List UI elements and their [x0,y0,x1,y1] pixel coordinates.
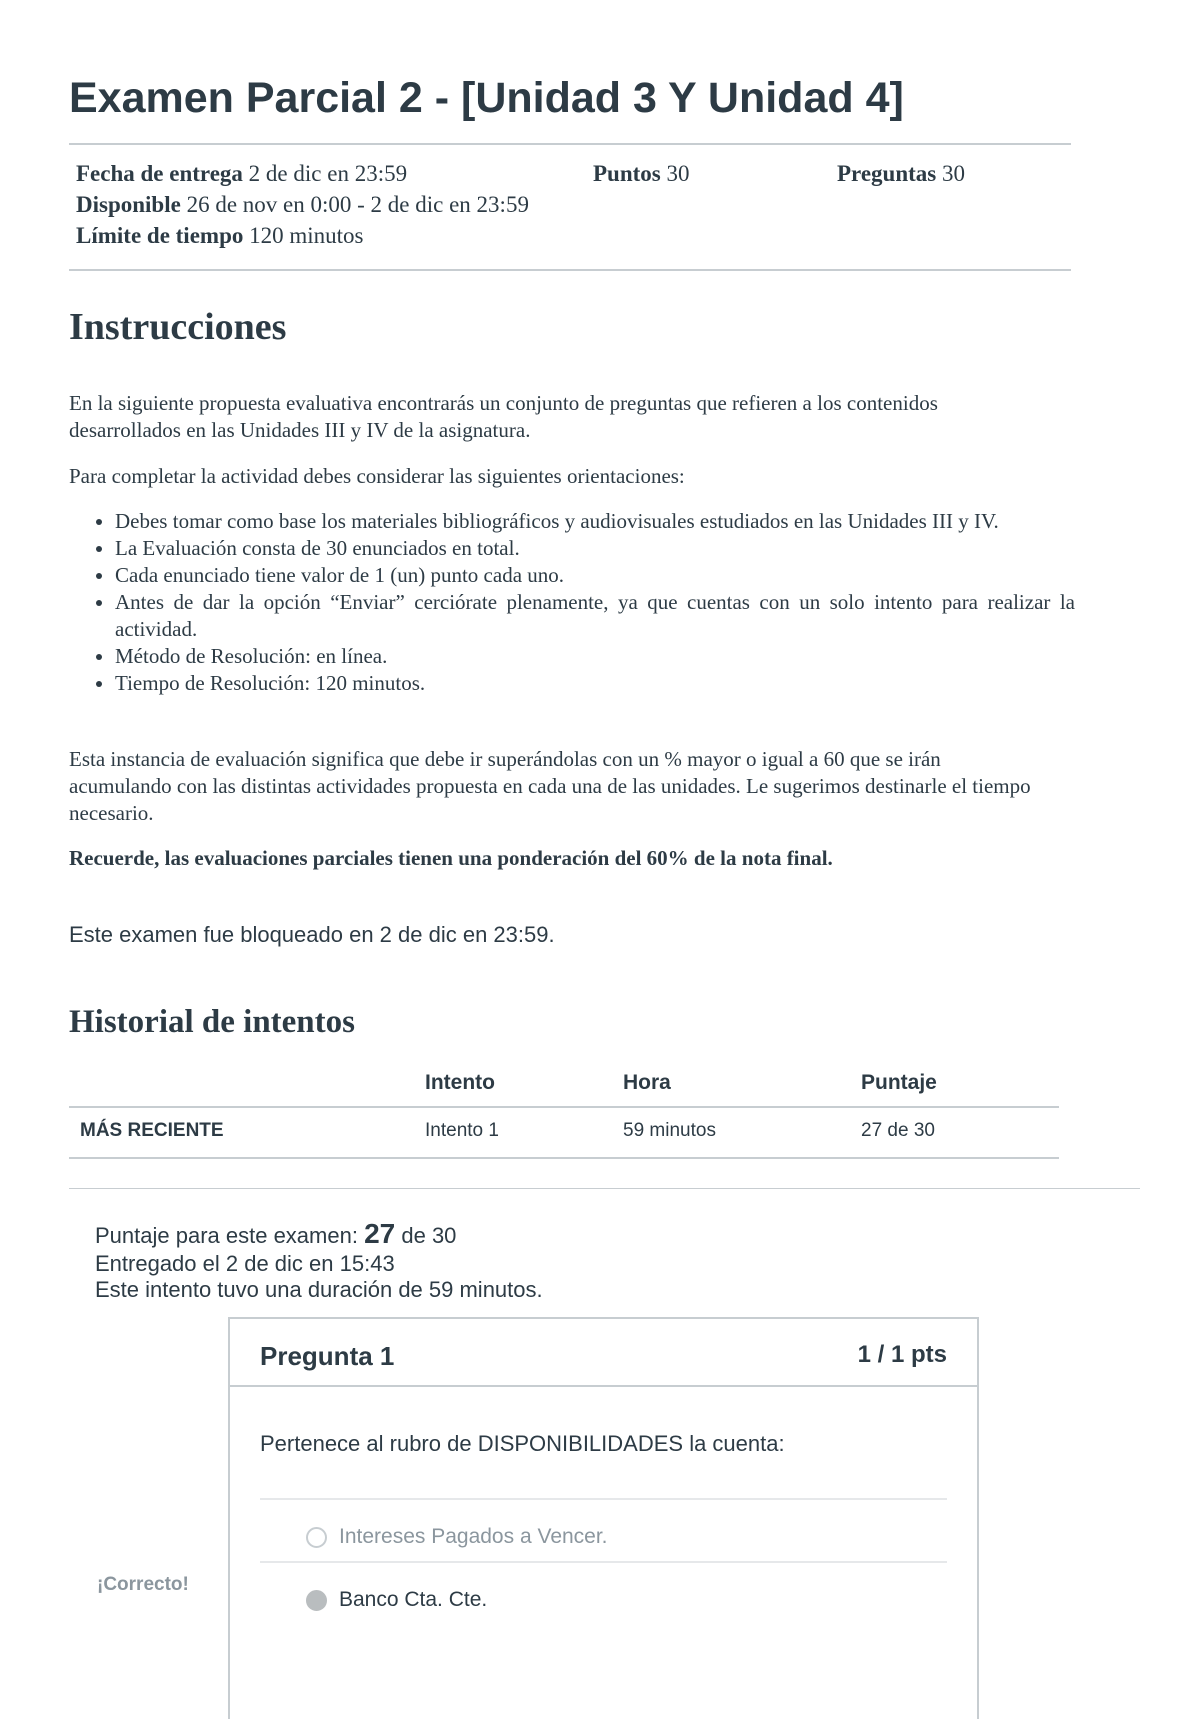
table-header-divider [69,1106,1059,1108]
section-divider [69,1188,1140,1189]
list-item: • Debes tomar como base los materiales bibliográficos y audiovisuales estudiados en las Unidades III y IV. [115,508,1075,535]
time-limit-label: Límite de tiempo [76,223,244,248]
list-item: • Método de Resolución: en línea. [115,643,1075,670]
list-item: • Cada enunciado tiene valor de 1 (un) punto cada uno. [115,562,1075,589]
list-item: • Tiempo de Resolución: 120 minutos. [115,670,1075,697]
submitted-date: Entregado el 2 de dic en 15:43 [95,1251,395,1276]
questions-label: Preguntas [837,161,937,186]
answer-divider [260,1561,947,1563]
instructions-intro: En la siguiente propuesta evaluativa encontrarás un conjunto de preguntas que refieren a los contenidos desarrollados en las Unidades III y IV de la asignatura. [69,391,938,442]
radio-selected-icon[interactable] [306,1590,327,1611]
due-date-label: Fecha de entrega [76,161,243,186]
correct-feedback: ¡Correcto! [97,1574,189,1595]
points [593,161,690,187]
score-suffix: de 30 [401,1223,457,1248]
score-value: 27 [364,1218,396,1249]
attempt-time: 59 minutos [623,1120,716,1141]
availability [76,192,529,218]
attempt-link[interactable]: Intento 1 [425,1120,499,1141]
questions-value: 30 [942,161,965,186]
due-date [76,161,407,187]
attempt-score: 27 de 30 [861,1120,935,1141]
attempt-duration: Este intento tuvo una duración de 59 minutos. [95,1277,543,1302]
answer-option-selected[interactable]: Banco Cta. Cte. [339,1588,488,1611]
page-title: Examen Parcial 2 - [Unidad 3 Y Unidad 4] [69,74,904,122]
column-header-attempt: Intento [425,1071,495,1094]
instructions-reminder: Recuerde, las evaluaciones parciales tienen una ponderación del 60% de la nota final. [69,846,833,870]
history-heading: Historial de intentos [69,1004,355,1040]
questions-count [837,161,965,187]
title-divider [69,143,1071,145]
question-points: 1 / 1 pts [857,1341,947,1368]
due-date-value: 2 de dic en 23:59 [248,161,408,186]
availability-value: 26 de nov en 0:00 - 2 de dic en 23:59 [186,192,529,217]
instructions-list [85,508,1075,697]
question-title: Pregunta 1 [260,1341,395,1371]
row-label-most-recent: MÁS RECIENTE [80,1120,224,1141]
answer-option[interactable]: Intereses Pagados a Vencer. [339,1525,608,1548]
locked-notice: Este examen fue bloqueado en 2 de dic en 23:59. [69,922,555,947]
instructions-lead: Para completar la actividad debes considerar las siguientes orientaciones: [69,464,685,488]
points-label: Puntos [593,161,661,186]
points-value: 30 [666,161,690,186]
time-limit [76,223,363,249]
instructions-closing: Esta instancia de evaluación significa que debe ir superándolas con un % mayor o igual a 60 que se irán acumulando con las distintas actividades propuesta en cada una de las unidades. Le sugerimos destinarle el tiempo necesario. [69,747,1031,825]
radio-icon[interactable] [306,1527,327,1548]
answer-divider [260,1498,947,1500]
question-card [228,1317,979,1719]
question-header [230,1319,977,1387]
availability-label: Disponible [76,192,181,217]
list-item: • La Evaluación consta de 30 enunciados en total. [115,535,1075,562]
column-header-score: Puntaje [861,1071,937,1094]
time-limit-value: 120 minutos [249,223,364,248]
list-item: • Antes de dar la opción “Enviar” cerciórate plenamente, ya que cuentas con un solo intento para realizar la actividad. [115,589,1075,643]
question-text: Pertenece al rubro de DISPONIBILIDADES la cuenta: [260,1431,785,1456]
table-row-divider [69,1157,1059,1159]
score-summary [95,1218,456,1250]
score-prefix: Puntaje para este examen: [95,1223,358,1248]
meta-divider [69,269,1071,271]
instructions-heading: Instrucciones [69,306,287,348]
column-header-time: Hora [623,1071,671,1094]
